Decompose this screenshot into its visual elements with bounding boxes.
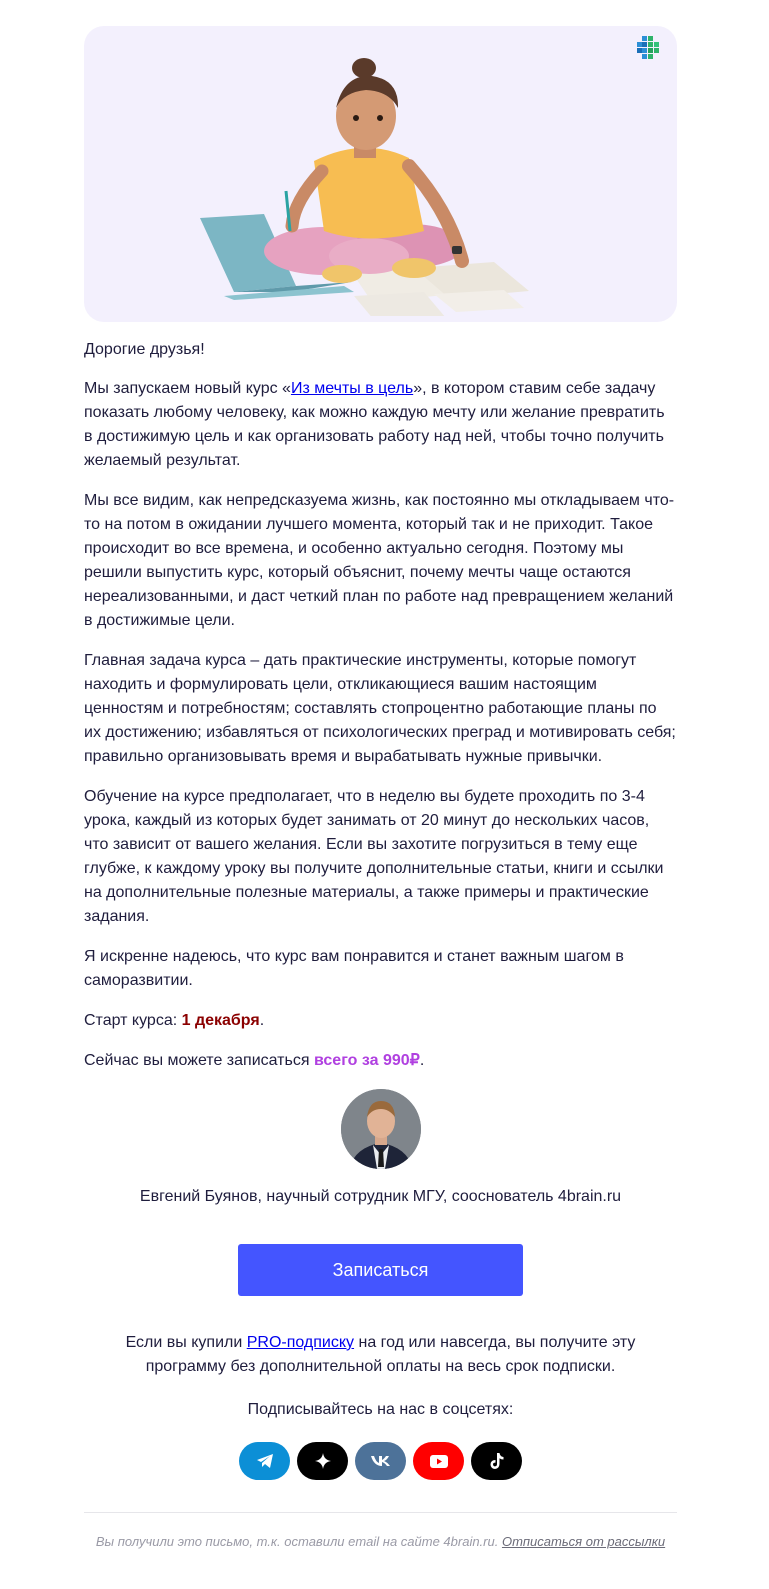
- start-label: Старт курса:: [84, 1012, 182, 1029]
- sparkle-icon: [315, 1453, 331, 1469]
- youtube-button[interactable]: [413, 1442, 464, 1480]
- unsubscribe-link[interactable]: Отписаться от рассылки: [501, 1534, 666, 1549]
- enroll-label: Сейчас вы можете записаться: [84, 1052, 314, 1069]
- pro-text-after: на год или навсегда, вы получите эту программу без дополнительной оплаты на весь срок подписки.: [145, 1334, 636, 1375]
- footer-text: Вы получили это письмо, т.к. оставили email на сайте 4brain.ru.: [95, 1534, 502, 1549]
- pro-subscription-note: [84, 1331, 677, 1379]
- social-links: [84, 1442, 677, 1480]
- footer-divider: [84, 1512, 677, 1513]
- enroll-button[interactable]: Записаться: [238, 1244, 523, 1296]
- email-body: [84, 26, 677, 1551]
- brand-logo-icon: [635, 36, 661, 62]
- paragraph-3: Главная задача курса – дать практические инструменты, которые помогут находить и формулировать цели, откликающиеся вашим настоящим ценностям и потребностям; составлять стопроцентно работающие планы по их достижению; избавляться от психологических преград и мотивировать себя; правильно организовывать время и вырабатывать нужные привычки.: [84, 652, 676, 765]
- pro-text-before: Если вы купили: [125, 1334, 247, 1351]
- hero-banner: [84, 26, 677, 322]
- pro-subscription-link[interactable]: PRO-подписку: [246, 1334, 355, 1351]
- youtube-icon: [430, 1455, 448, 1468]
- start-end: .: [259, 1012, 265, 1029]
- vk-icon: [371, 1455, 391, 1467]
- course-link[interactable]: Из мечты в цель: [290, 380, 414, 397]
- footer-note: [84, 1533, 677, 1551]
- author-name: Евгений Буянов, научный сотрудник МГУ, сооснователь 4brain.ru: [139, 1188, 622, 1205]
- course-start: [84, 1009, 677, 1033]
- greeting-text: Дорогие друзья!: [84, 341, 205, 358]
- author-avatar: [341, 1089, 421, 1169]
- intro-paragraph: [84, 377, 677, 473]
- enroll-end: .: [419, 1052, 425, 1069]
- social-title: Подписывайтесь на нас в соцсетях:: [247, 1401, 514, 1418]
- intro-text-after: », в котором ставим себе задачу показать любому человеку, как можно каждую мечту или желание превратить в достижимую цель и как организовать работу над ней, чтобы точно получить желаемый результат.: [84, 380, 665, 469]
- letter-content: [84, 338, 677, 1073]
- intro-text-before: Мы запускаем новый курс «: [84, 380, 291, 397]
- sparkle-button[interactable]: [297, 1442, 348, 1480]
- price-highlight: всего за 990₽: [313, 1052, 420, 1069]
- author-block: [84, 1089, 677, 1209]
- telegram-button[interactable]: [239, 1442, 290, 1480]
- cta-container: [84, 1244, 677, 1296]
- girl-with-laptop-illustration: [194, 46, 554, 316]
- tiktok-icon: [490, 1453, 504, 1469]
- vk-button[interactable]: [355, 1442, 406, 1480]
- telegram-icon: [256, 1453, 274, 1469]
- enroll-note: [84, 1049, 677, 1073]
- paragraph-2: Мы все видим, как непредсказуема жизнь, как постоянно мы откладываем что-то на потом в ожидании лучшего момента, который так и не приходит. Такое происходит во все времена, и особенно актуально сегодня. Поэтому мы решили выпустить курс, который объяснит, почему мечты чаще остаются нереализованными, и даст четкий план по работе над превращением желаний в достижимые цели.: [84, 492, 675, 629]
- author-photo-icon: [341, 1089, 421, 1169]
- tiktok-button[interactable]: [471, 1442, 522, 1480]
- paragraph-5: Я искренне надеюсь, что курс вам понравится и станет важным шагом в саморазвитии.: [84, 948, 624, 989]
- start-date: 1 декабря: [181, 1012, 260, 1029]
- paragraph-4: Обучение на курсе предполагает, что в неделю вы будете проходить по 3-4 урока, каждый из которых будет занимать от 20 минут до нескольких часов, что зависит от вашего желания. Если вы захотите погрузиться в тему еще глубже, к каждому уроку вы получите дополнительные статьи, книги и ссылки на дополнительные полезные материалы, а также примеры и практические задания.: [84, 788, 664, 925]
